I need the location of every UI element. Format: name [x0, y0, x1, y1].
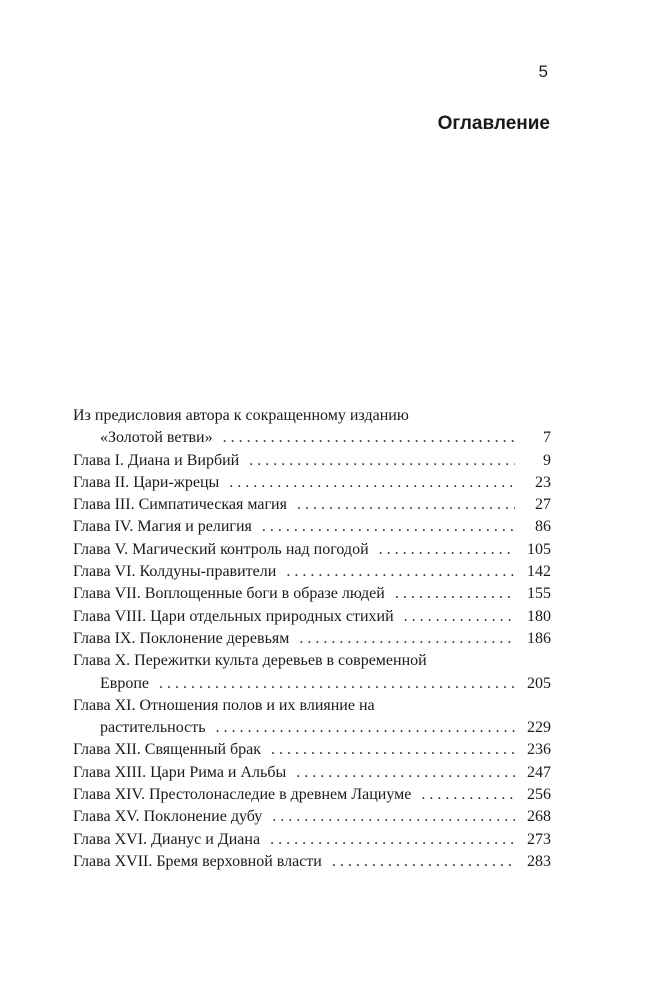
toc-entry-page: 155 — [527, 585, 551, 603]
toc-entry-text: Глава XII. Священный брак — [73, 741, 262, 759]
toc-entry — [73, 494, 551, 516]
dot-leader — [270, 829, 515, 851]
toc-entry — [73, 405, 551, 450]
toc-entry-text: Глава XV. Поклонение дубу — [73, 808, 263, 826]
toc-entry-line — [73, 851, 551, 873]
dot-leader — [297, 494, 515, 516]
toc-entry — [73, 472, 551, 494]
toc-entry — [73, 829, 551, 851]
dot-leader — [159, 673, 515, 695]
toc-entry-text: Глава VII. Воплощенные боги в образе людей — [73, 585, 385, 603]
toc-entry-text: Глава V. Магический контроль над погодой — [73, 540, 369, 558]
toc-entry-text: Глава III. Симпатическая магия — [73, 496, 287, 514]
toc-entry-page: 273 — [527, 830, 551, 848]
dot-leader — [299, 628, 515, 650]
toc-entry-page: 236 — [527, 741, 551, 759]
toc-entry-text: Европе — [100, 674, 149, 692]
toc-entry — [73, 606, 551, 628]
dot-leader — [215, 717, 515, 739]
dot-leader — [262, 516, 515, 538]
toc-entry-text: Глава XIV. Престолонаследие в древнем Лациуме — [73, 786, 412, 804]
toc-entry-line — [73, 762, 551, 784]
toc-entry-page: 283 — [527, 852, 551, 870]
dot-leader — [286, 561, 515, 583]
toc-entry — [73, 806, 551, 828]
toc-entry-page: 86 — [535, 518, 551, 536]
toc-entry-line — [73, 427, 551, 449]
toc-entry-line — [73, 806, 551, 828]
toc-entry-text: Глава IX. Поклонение деревьям — [73, 629, 290, 647]
dot-leader — [404, 606, 515, 628]
toc-entry-text: Глава IV. Магия и религия — [73, 518, 252, 536]
toc-entry-page: 205 — [527, 674, 551, 692]
toc-entry — [73, 851, 551, 873]
toc-entry-text: растительность — [100, 719, 206, 737]
toc-entry-page: 142 — [527, 563, 551, 581]
toc-entry — [73, 516, 551, 538]
toc-entry-line — [73, 405, 551, 427]
toc-entry-line — [73, 628, 551, 650]
toc-entry — [73, 739, 551, 761]
toc-entry-line — [73, 739, 551, 761]
toc-entry-line — [73, 494, 551, 516]
dot-leader — [379, 539, 515, 561]
table-of-contents — [73, 405, 551, 873]
toc-entry-line — [73, 784, 551, 806]
toc-entry-text: «Золотой ветви» — [100, 429, 213, 447]
toc-title: Оглавление — [437, 113, 550, 134]
toc-entry-line — [73, 450, 551, 472]
toc-entry-text: Глава I. Диана и Вирбий — [73, 451, 240, 469]
toc-entry-page: 268 — [527, 808, 551, 826]
toc-entry-page: 105 — [527, 540, 551, 558]
toc-entry — [73, 450, 551, 472]
toc-entry-text: Глава II. Цари-жрецы — [73, 473, 220, 491]
toc-entry — [73, 762, 551, 784]
toc-entry-text: Из предисловия автора к сокращенному изданию — [73, 407, 409, 424]
toc-entry-text: Глава XVII. Бремя верховной власти — [73, 852, 322, 870]
toc-entry — [73, 628, 551, 650]
toc-entry-line — [73, 829, 551, 851]
toc-entry-line — [73, 516, 551, 538]
toc-entry-text: Глава XIII. Цари Рима и Альбы — [73, 763, 287, 781]
toc-entry-page: 229 — [527, 719, 551, 737]
toc-entry-text: Глава VI. Колдуны-правители — [73, 563, 277, 581]
toc-entry-text: Глава XI. Отношения полов и их влияние на — [73, 696, 375, 714]
toc-entry-page: 256 — [527, 786, 551, 804]
toc-entry-line — [73, 472, 551, 494]
toc-entry-page: 186 — [527, 629, 551, 647]
toc-entry — [73, 583, 551, 605]
toc-entry-line — [73, 717, 551, 739]
toc-entry-line — [73, 606, 551, 628]
toc-entry — [73, 650, 551, 695]
toc-entry-line — [73, 583, 551, 605]
toc-entry — [73, 539, 551, 561]
toc-entry-page: 27 — [535, 496, 551, 514]
toc-entry-page: 247 — [527, 763, 551, 781]
toc-entry-text: Глава X. Пережитки культа деревьев в современной — [73, 652, 427, 670]
toc-entry-page: 23 — [535, 473, 551, 491]
dot-leader — [271, 739, 515, 761]
dot-leader — [223, 427, 515, 449]
toc-entry-line — [73, 695, 551, 717]
page-number: 5 — [538, 62, 548, 81]
toc-entry-line — [73, 650, 551, 672]
dot-leader — [229, 472, 515, 494]
toc-entry-text: Глава XVI. Дианус и Диана — [73, 830, 261, 848]
dot-leader — [296, 762, 515, 784]
dot-leader — [421, 784, 515, 806]
dot-leader — [272, 806, 515, 828]
toc-entry-page: 7 — [543, 429, 551, 447]
dot-leader — [395, 583, 515, 605]
toc-entry-page: 9 — [543, 451, 551, 469]
toc-entry-line — [73, 539, 551, 561]
dot-leader — [249, 450, 515, 472]
toc-entry — [73, 695, 551, 740]
toc-entry-text: Глава VIII. Цари отдельных природных стихий — [73, 607, 394, 625]
toc-entry — [73, 561, 551, 583]
toc-entry — [73, 784, 551, 806]
toc-entry-line — [73, 673, 551, 695]
dot-leader — [332, 851, 515, 873]
toc-entry-line — [73, 561, 551, 583]
toc-entry-page: 180 — [527, 607, 551, 625]
